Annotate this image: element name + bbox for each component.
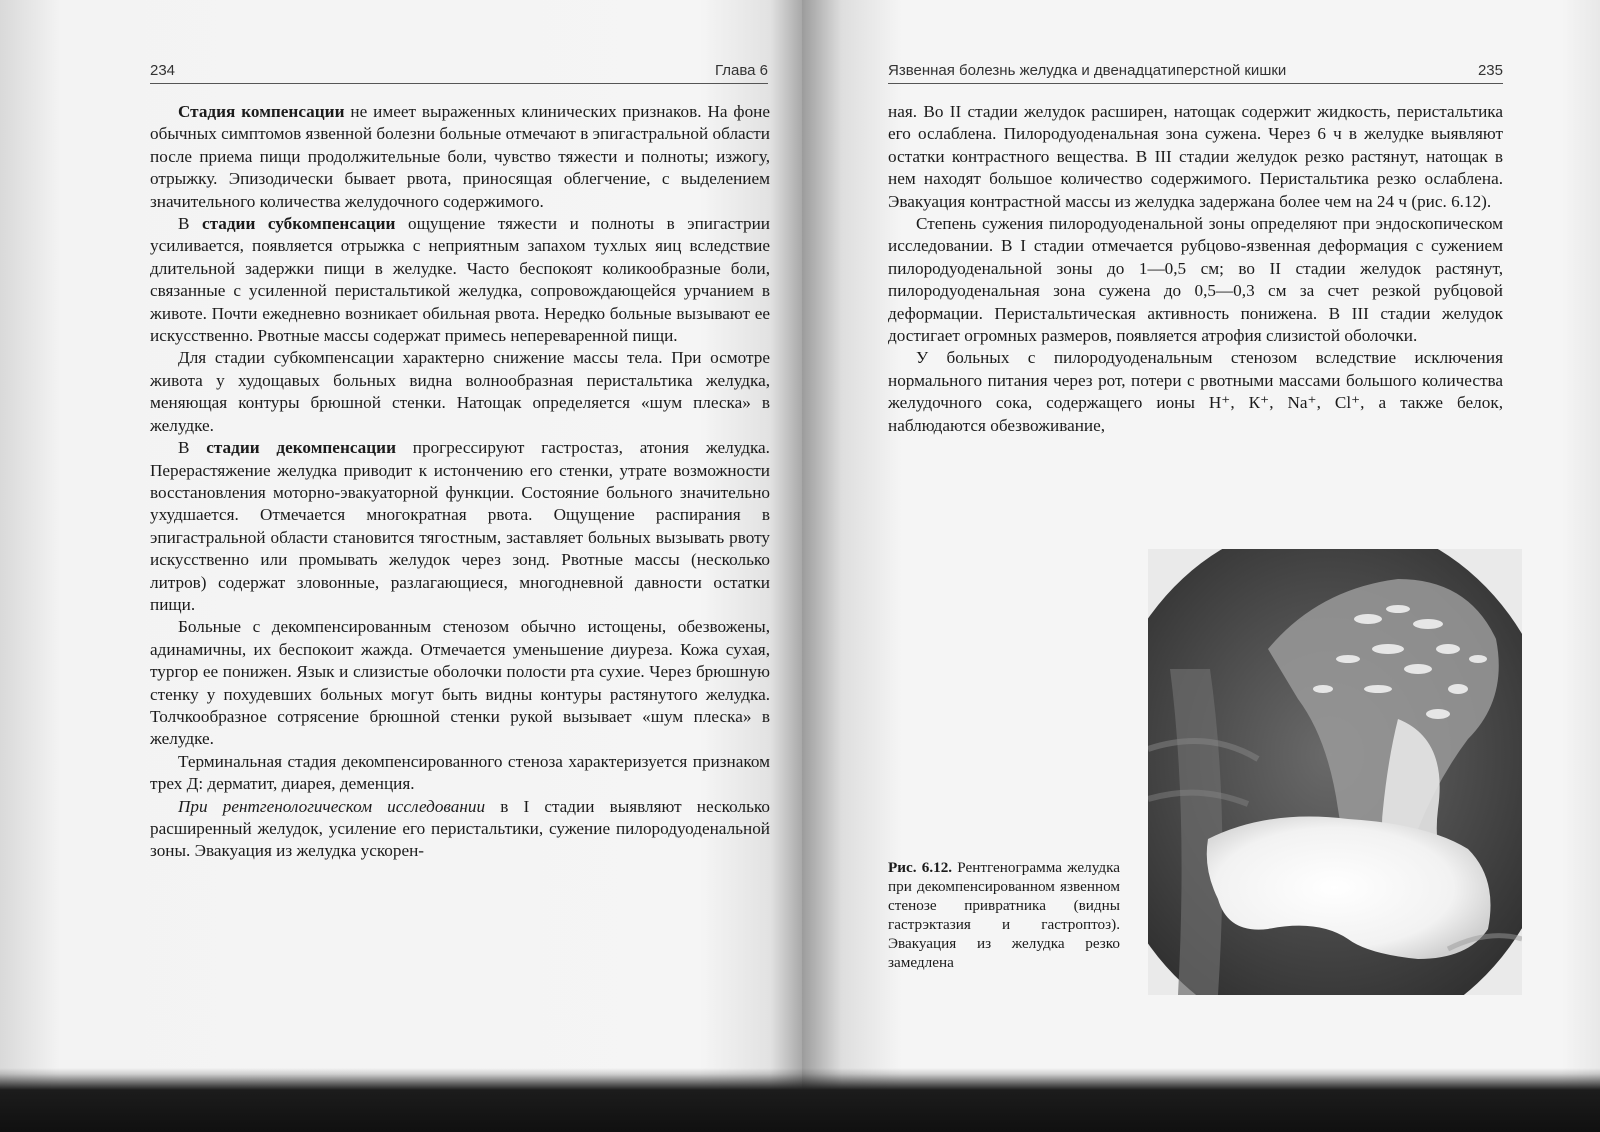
paragraph: Стадия компенсации не имеет выраженных клинических признаков. На фоне обычных симптомов язвенной болезни больные отмечают в эпигастральной области после приема пищи продолжительные боли, чувство тяжести и полноты; изжогу, отрыжку. Эпизодически бывает рвота, приносящая облегчение, с выделением значительного количества желудочного содержимого. (150, 102, 770, 211)
paragraph: При рентгенологическом исследовании в I стадии выявляют несколько расширенный желудок, усиление его перистальтики, сужение пилородуоденальной зоны. Эвакуация из желудка ускорен- (150, 796, 770, 861)
right-page-body (888, 101, 1503, 437)
scan-bottom-shadow (0, 1068, 1600, 1132)
paragraph: ная. Во II стадии желудок расширен, натощак содержит жидкость, перистальтика его ослаблена. Пилородуоденальная зона сужена. Через 6 ч в желудке выявляют остатки контрастного вещества. В III стадии желудок резко растянут, натощак в нем находят большое количество содержимого. Перистальтика резко ослаблена. Эвакуация контрастной массы из желудка задержана более чем на 24 ч (рис. 6.12). (888, 102, 1503, 211)
figure-caption (888, 858, 1120, 972)
left-page-header (150, 62, 768, 84)
paragraph: Для стадии субкомпенсации характерно снижение массы тела. При осмотре живота у худощавых больных видна волнообразная перистальтика желудка, меняющая контуры брюшной стенки. Натощак определяется «шум плеска» в желудке. (150, 348, 770, 435)
right-page-number: 235 (1477, 62, 1503, 79)
right-page (802, 0, 1600, 1132)
term-italic: При рентгенологическом исследовании (178, 796, 486, 816)
xray-image (1148, 549, 1522, 995)
caption-text: Рентгенограмма желудка при декомпенсированном язвенном стенозе привратника (видны гастрэктазия и гастроптоз). Эвакуация из желудка резко замедлена (888, 859, 1120, 971)
left-page-number: 234 (150, 62, 176, 79)
left-running-head: Глава 6 (714, 62, 768, 79)
right-page-header (888, 62, 1503, 84)
left-page-body (150, 101, 770, 863)
caption-label: Рис. 6.12. (888, 859, 953, 876)
right-running-head: Язвенная болезнь желудка и двенадцатиперстной кишки (888, 62, 1287, 79)
term-bold: стадии субкомпенсации (201, 214, 396, 234)
term-bold: стадии декомпенсации (206, 438, 396, 458)
paragraph: В стадии декомпенсации прогрессируют гастростаз, атония желудка. Перерастяжение желудка приводит к истончению его стенки, утрате возможности восстановления моторно-эвакуаторной функции. Состояние больного значительно ухудшается. Отмечается многократная рвота. Ощущение распирания в эпигастральной области становится тягостным, заставляет больных вызывать рвоту искусственно или промывать желудок через зонд. Рвотные массы (несколько литров) содержат зловонные, разлагающиеся, многодневной давности остатки пищи. (150, 438, 770, 614)
paragraph: Терминальная стадия декомпенсированного стеноза характеризуется признаком трех Д: дерматит, диарея, деменция. (150, 751, 770, 794)
term-bold: Стадия компенсации (178, 102, 345, 121)
paragraph: В стадии субкомпенсации ощущение тяжести и полноты в эпигастрии усиливается, появляется отрыжка с неприятным запахом тухлых яиц вследствие длительной задержки пищи в желудке. Часто беспокоят коликообразные боли, связанные с усиленной перистальтикой желудка, сопровождающейся урчанием в животе. Почти ежедневно возникает обильная рвота. Нередко больные вызывают ее искусственно. Рвотные массы содержат примесь непереваренной пищи. (150, 214, 770, 346)
paragraph: Больные с декомпенсированным стенозом обычно истощены, обезвожены, адинамичны, их беспокоит жажда. Отмечается уменьшение диуреза. Кожа сухая, тургор ее понижен. Язык и слизистые оболочки полости рта сухие. Через брюшную стенку у похудевших больных могут быть видны контуры растянутого желудка. Толчкообразное сотрясение брюшной стенки рукой вызывает «шум плеска» в желудке. (150, 617, 770, 749)
paragraph: У больных с пилородуоденальным стенозом вследствие исключения нормального питания через рот, потери с рвотными массами большого количества желудочного сока, содержащего ионы Н⁺, К⁺, Na⁺, Cl⁺, а также белок, наблюдаются обезвоживание, (888, 348, 1503, 435)
xray-figure (1148, 549, 1522, 995)
paragraph: Степень сужения пилородуоденальной зоны определяют при эндоскопическом исследовании. В I стадии отмечается рубцово-язвенная деформация с сужением пилородуоденальной зоны до 1—0,5 см; во II стадии желудок растянут, пилородуоденальная зона сужена до 0,5—0,3 см за счет резкой рубцовой деформации. Перистальтическая активность понижена. В III стадии желудок достигает огромных размеров, появляется атрофия слизистой оболочки. (888, 214, 1503, 346)
